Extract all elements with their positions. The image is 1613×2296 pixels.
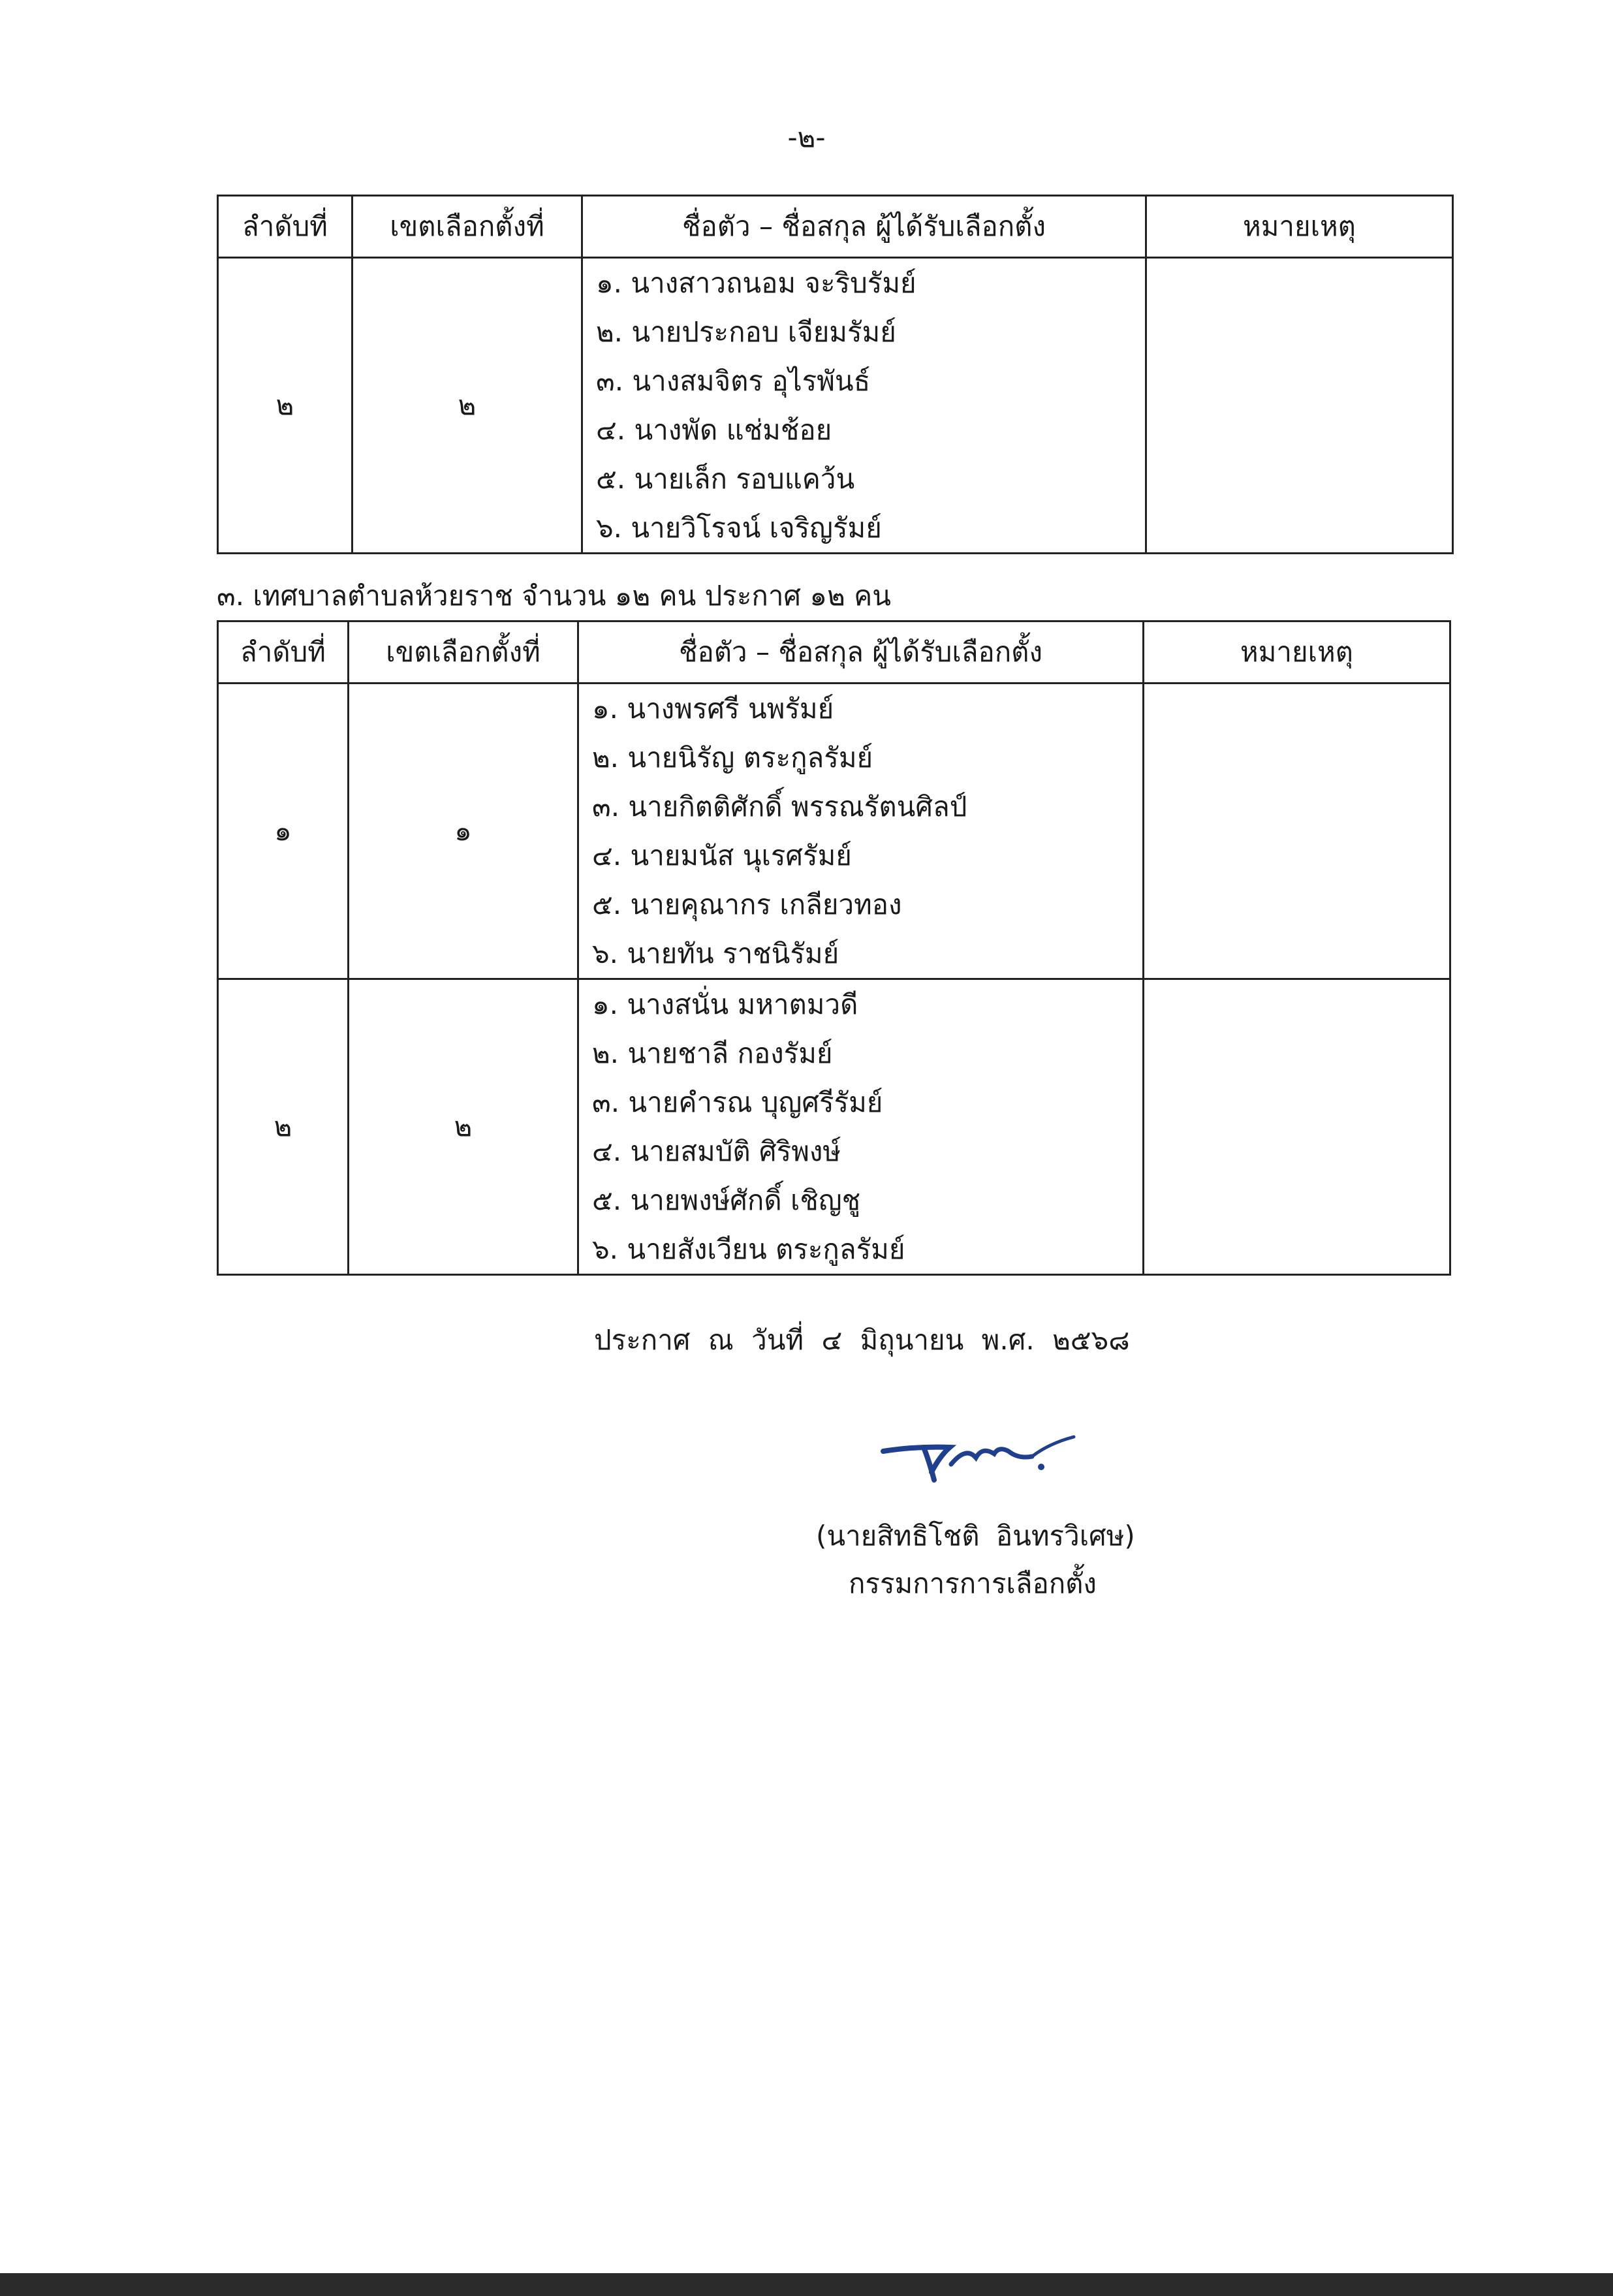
header-district: เขตเลือกตั้งที่: [349, 621, 578, 684]
name-line: ๖. นายวิโรจน์ เจริญรัมย์: [596, 512, 882, 544]
page-number: -๒-: [787, 121, 826, 153]
cell-names: [582, 258, 1146, 554]
name-line: ๕. นายเล็ก รอบแคว้น: [596, 463, 855, 495]
name-line: ๒. นายชาลี กองรัมย์: [592, 1037, 833, 1069]
scan-edge-bar: [0, 2273, 1613, 2296]
header-name: ชื่อตัว – ชื่อสกุล ผู้ได้รับเลือกตั้ง: [582, 196, 1146, 258]
name-line: ๓. นายคำรณ บุญศรีรัมย์: [592, 1086, 883, 1118]
name-line: ๔. นางพัด แช่มช้อย: [596, 414, 832, 446]
results-table-1: [217, 195, 1454, 554]
cell-remark: [1144, 684, 1450, 979]
cell-remark: [1144, 979, 1450, 1275]
cell-order: ๒: [218, 979, 349, 1275]
results-table-2: [217, 620, 1451, 1276]
name-line: ๕. นายพงษ์ศักดิ์ เชิญชู: [592, 1184, 861, 1216]
header-remark: หมายเหตุ: [1146, 196, 1453, 258]
header-name: ชื่อตัว – ชื่อสกุล ผู้ได้รับเลือกตั้ง: [578, 621, 1144, 684]
name-line: ๓. นายกิตติศักดิ์ พรรณรัตนศิลป์: [592, 791, 967, 823]
cell-order: ๒: [218, 258, 352, 554]
header-remark: หมายเหตุ: [1144, 621, 1450, 684]
cell-remark: [1146, 258, 1453, 554]
name-line: ๔. นายสมบัติ ศิริพงษ์: [592, 1135, 841, 1167]
announcement-date: ประกาศ ณ วันที่ ๔ มิถุนายน พ.ศ. ๒๕๖๘: [594, 1324, 1130, 1356]
name-line: ๕. นายคุณากร เกลียวทอง: [592, 889, 902, 920]
cell-district: ๒: [352, 258, 582, 554]
cell-names: [578, 684, 1144, 979]
table-row: [218, 979, 1450, 1275]
cell-order: ๑: [218, 684, 349, 979]
name-line: ๑. นางสาวถนอม จะริบรัมย์: [596, 267, 916, 299]
header-district: เขตเลือกตั้งที่: [352, 196, 582, 258]
name-line: ๑. นางสนั่น มหาตมวดี: [592, 988, 858, 1020]
cell-district: ๒: [349, 979, 578, 1275]
cell-district: ๑: [349, 684, 578, 979]
section-title: ๓. เทศบาลตำบลห้วยราช จำนวน ๑๒ คน ประกาศ ๑๒ คน: [217, 580, 891, 612]
signer-title: กรรมการการเลือกตั้ง: [849, 1567, 1097, 1599]
name-line: ๖. นายทัน ราชนิรัมย์: [592, 937, 839, 969]
table-header-row: [218, 621, 1450, 684]
table-header-row: [218, 196, 1453, 258]
header-order: ลำดับที่: [218, 621, 349, 684]
name-line: ๔. นายมนัส นุเรศรัมย์: [592, 840, 852, 872]
name-line: ๒. นายประกอบ เจียมรัมย์: [596, 316, 896, 348]
handwritten-signature: [878, 1420, 1087, 1494]
cell-names: [578, 979, 1144, 1275]
name-line: ๑. นางพรศรี นพรัมย์: [592, 693, 834, 725]
table-row: [218, 684, 1450, 979]
name-line: ๖. นายสังเวียน ตระกูลรัมย์: [592, 1233, 905, 1265]
table-row: [218, 258, 1453, 554]
header-order: ลำดับที่: [218, 196, 352, 258]
name-line: ๓. นางสมจิตร อุไรพันธ์: [596, 365, 871, 397]
signer-name: (นายสิทธิโชติ อินทรวิเศษ): [816, 1520, 1135, 1552]
name-line: ๒. นายนิรัญ ตระกูลรัมย์: [592, 742, 873, 774]
